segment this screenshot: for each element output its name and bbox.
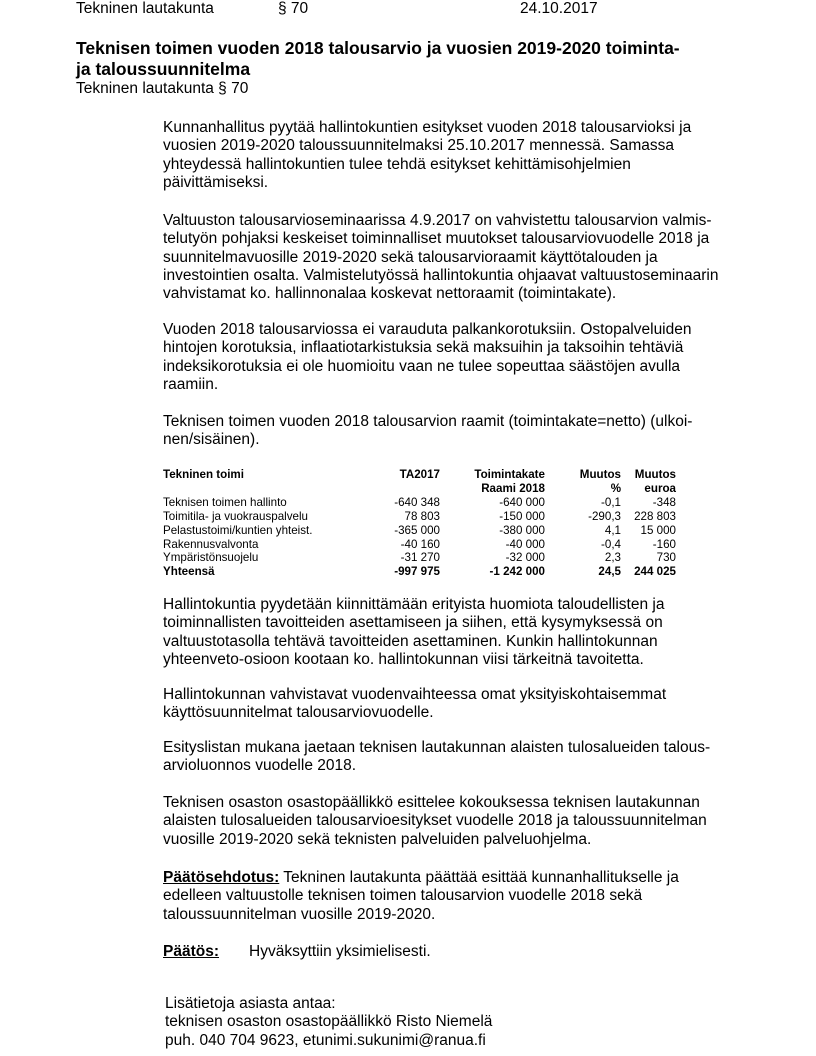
decision: [163, 943, 753, 961]
text-line: Valtuuston talousarvioseminaarissa 4.9.2017 on vahvistettu talousarvion valmis-: [163, 212, 712, 229]
contact-heading: Lisätietoja asiasta antaa:: [165, 995, 336, 1012]
text-line: Esityslistan mukana jaetaan teknisen lautakunnan alaisten tulosalueiden talous-: [163, 739, 711, 756]
meeting-date: 24.10.2017: [520, 0, 598, 17]
text-line: edelleen valtuustolle teknisen toimen talousarvion vuodelle 2018 sekä: [163, 887, 643, 905]
text-line: raamiin.: [163, 375, 219, 393]
paragraph-presentation: [163, 794, 753, 849]
table-total-row: Yhteensä -997 975 -1 242 000 24,5 244 025: [163, 564, 676, 578]
col-header-ta2017: TA2017: [399, 468, 440, 481]
text-line: Teknisen osaston osastopäällikkö esittelee kokouksessa teknisen lautakunnan: [163, 794, 700, 811]
contact-info: [165, 995, 492, 1050]
board-name: Tekninen lautakunta: [76, 0, 214, 17]
paragraph-seminar: [163, 212, 753, 303]
text-line: taloussuunnitelman vuosille 2019-2020.: [163, 905, 436, 923]
text-line: yhteenveto-osioon kootaan ko. hallintokunnan viisi tärkeitnä tavoitetta.: [163, 650, 644, 668]
text-line: alaisten tulosalueiden talousarvioesitykset vuodelle 2018 ja taloussuunnitelman: [163, 812, 707, 830]
text-line: investointien osalta. Valmistelutyössä hallintokuntia ohjaavat valtuustoseminaarin: [163, 266, 719, 284]
text-line: telutyön pohjaksi keskeiset toiminnalliset muutokset talousarviovuodelle 2018 ja: [163, 230, 710, 248]
text-line: Vuoden 2018 talousarviossa ei varauduta palkankorotuksiin. Ostopalveluiden: [163, 321, 692, 338]
text-line: valtuustotasolla tehtävä tavoitteiden asettaminen. Kunkin hallintokunnan: [163, 632, 658, 650]
text-line: käyttösuunnitelmat talousarviovuodelle.: [163, 704, 434, 722]
text-line: vuosille 2019-2020 sekä teknisten palveluiden palveluohjelma.: [163, 830, 592, 848]
section-number: § 70: [278, 0, 309, 17]
text-line: Hallintokuntia pyydetään kiinnittämään erityista huomiota taloudellisten ja: [163, 596, 665, 613]
text-line: indeksikorotuksia ei ole huomioitu vaan ne tulee sopeuttaa säästöjen avulla: [163, 357, 681, 375]
text-line: Tekninen lautakunta päättää esittää kunnanhallitukselle ja: [279, 869, 679, 886]
table-row: Rakennusvalvonta -40 160 -40 000 -0,4 -160: [163, 537, 676, 551]
paragraph-frames: [163, 413, 753, 450]
table-row: Teknisen toimen hallinto -640 348 -640 000 -0,1 -348: [163, 496, 676, 510]
text-line: Hallintokunnan vahvistavat vuodenvaihteessa omat yksityiskohtaisemmat: [163, 686, 667, 703]
col-header-change-pct: Muutos %: [579, 468, 621, 495]
paragraph-request: [163, 119, 753, 192]
table-row: Pelastustoimi/kuntien yhteist. -365 000 -380 000 4,1 15 000: [163, 523, 676, 537]
paragraph-usage-plans: [163, 686, 753, 723]
title-line: ja taloussuunnitelma: [76, 59, 251, 79]
col-header-change-eur: Muutos euroa: [634, 468, 676, 495]
decision-label: Päätös:: [163, 943, 219, 960]
text-line: suunnitelmavuosille 2019-2020 sekä talousarvioraamit käyttötalouden ja: [163, 248, 658, 266]
table-row: Ympäristönsuojelu -31 270 -32 000 2,3 730: [163, 551, 676, 565]
decision-text: Hyväksyttiin yksimielisesti.: [249, 943, 431, 960]
text-line: arvioluonnos vuodelle 2018.: [163, 757, 357, 775]
title-line: Teknisen toimen vuoden 2018 talousarvio ja vuosien 2019-2020 toiminta-: [76, 38, 680, 58]
budget-table: [163, 468, 676, 579]
text-line: toiminnallisten tavoitteiden asettamiseen ja siihen, että kysymyksessä on: [163, 614, 663, 632]
paragraph-agenda: [163, 739, 753, 776]
col-header-raami: Toimintakate Raami 2018: [474, 468, 545, 495]
contact-person: teknisen osaston osastopäällikkö Risto Niemelä: [165, 1013, 493, 1031]
text-line: nen/sisäinen).: [163, 431, 260, 449]
text-line: vahvistamat ko. hallinnonalaa koskevat nettoraamit (toimintakate).: [163, 285, 617, 303]
paragraph-salary: [163, 321, 753, 394]
decision-proposal: [163, 869, 753, 924]
proposal-label: Päätösehdotus:: [163, 869, 280, 886]
text-line: Kunnanhallitus pyytää hallintokuntien esitykset vuoden 2018 talousarvioksi ja: [163, 119, 692, 136]
document-subtitle: Tekninen lautakunta § 70: [76, 80, 249, 97]
text-line: Teknisen toimen vuoden 2018 talousarvion raamit (toimintakate=netto) (ulkoi-: [163, 413, 693, 430]
text-line: vuosien 2019-2020 taloussuunnitelmaksi 25.10.2017 mennessä. Samassa: [163, 137, 674, 155]
paragraph-goals: [163, 596, 753, 669]
text-line: yhteydessä hallintokuntien tulee tehdä esitykset kehittämisohjelmien: [163, 155, 631, 173]
text-line: hintojen korotuksia, inflaatiotarkistuksia sekä maksuihin ja taksoihin tehtäviä: [163, 339, 684, 357]
contact-phone-email: puh. 040 704 9623, etunimi.sukunimi@ranua.fi: [165, 1031, 486, 1049]
table-header-row: [163, 468, 676, 495]
table-row: Toimitila- ja vuokrauspalvelu 78 803 -150 000 -290,3 228 803: [163, 510, 676, 524]
text-line: päivittämiseksi.: [163, 173, 269, 191]
document-header: [76, 0, 816, 20]
col-header-name: Tekninen toimi: [163, 468, 244, 481]
document-title: [76, 38, 756, 80]
